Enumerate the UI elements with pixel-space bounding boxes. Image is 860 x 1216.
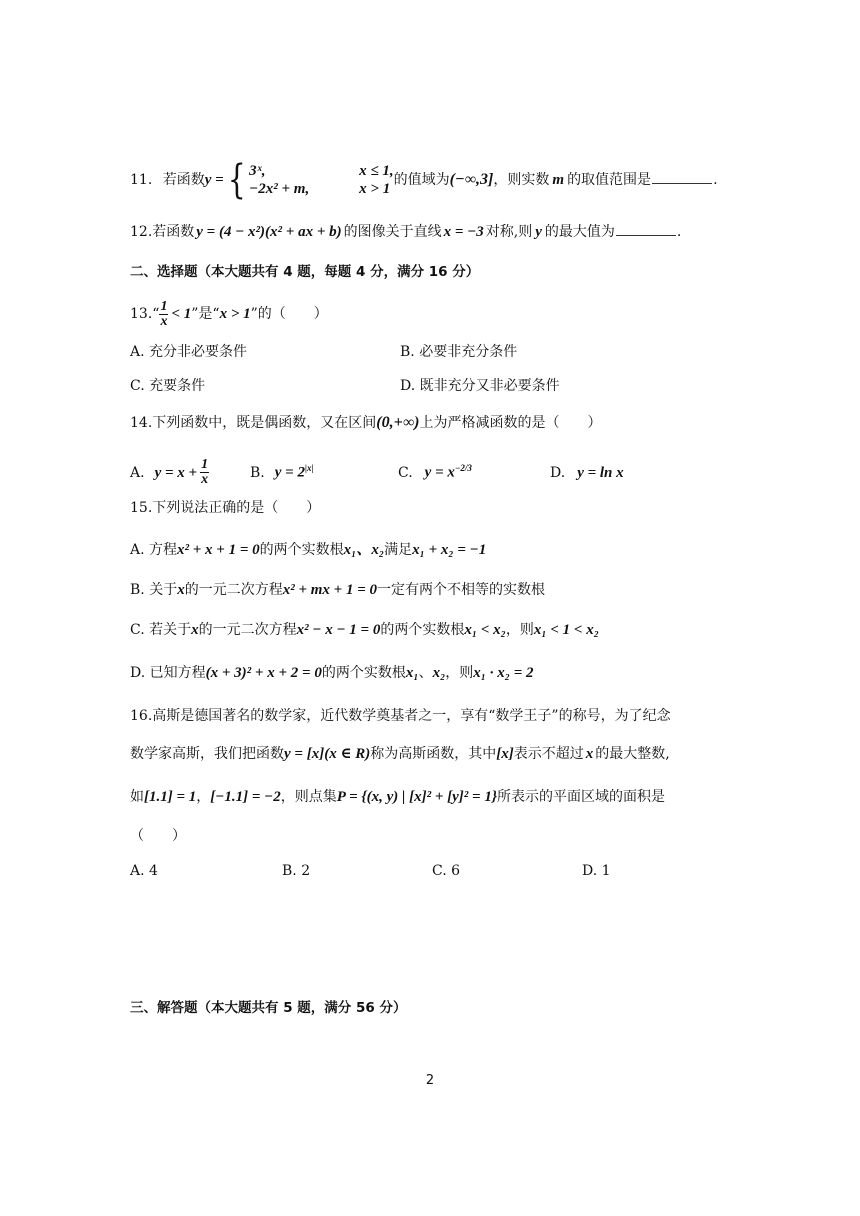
q13-fraction: $\frac{1}{x}$ [160,298,168,329]
q11-pre: 若函数 [162,172,205,188]
q11-var: m [552,172,565,188]
q12-var: y [535,224,542,240]
q14-line: 14.下列函数中，既是偶函数，又在区间(0,+∞)上为严格减函数的是（ ） [130,414,602,431]
q16-line-3: 如[1.1] = 1，[−1.1] = −2，则点集P = {(x, y) | [x]² + [y]² = 1}所表示的平面区域的面积是 [130,789,666,805]
q12-mid: 的图像关于直线 [343,224,442,240]
q11-mid: 的值域为 [393,172,450,188]
q13-option-a: A. 充分非必要条件 [130,344,248,360]
q14-option-a: A. y = x + $\frac{1}{x}$ [130,457,209,488]
q15-option-b: B. 关于x的一元二次方程x² + mx + 1 = 0一定有两个不相等的实数根 [130,582,546,598]
q11-cond1: x ≤ 1, [359,163,394,179]
q15-number: 15. [130,500,153,516]
q16-line-2: 数学家高斯，我们把函数y = [x](x ∈ R)称为高斯函数，其中[x]表示不超过 x 的最大整数, [130,746,670,762]
q16-line-4: （ ） [130,828,186,844]
q12-pre: 若函数 [152,224,195,240]
q13-number: 13. [130,306,153,322]
q11-post2: 的取值范围是 [567,172,652,188]
q11-post1: ，则实数 [493,172,550,188]
q16-line-1: 16.高斯是德国著名的数学家，近代数学奠基者之一，享有“数学王子”的称号，为了纪念 [130,708,671,724]
q13-option-b: B. 必要非充分条件 [400,344,518,360]
q14-option-d: D. y = ln x [550,464,624,481]
q13-option-c: C. 充要条件 [130,378,206,394]
q16-option-b: B. 2 [282,863,311,879]
page-number: 2 [425,1073,435,1088]
q11-case1: 3ˣ, [249,163,266,179]
q15-stem: 15.下列说法正确的是（ ） [130,500,321,516]
q16-option-c: C. 6 [432,863,461,879]
q13-ineq: < 1 [171,306,192,322]
q15-option-d: D. 已知方程(x + 3)² + x + 2 = 0的两个实数根x₁、x₂，则x₁ · x₂ = 2 [130,665,534,681]
q14-option-b: B. $y = 2^{|x|}$ [250,463,314,481]
q14-option-c: C. $y = x^{-2/3}$ [398,463,472,481]
q16-option-a: A. 4 [130,863,158,879]
q14-options [130,450,624,486]
section-3-heading: 三、解答题（本大题共有 5 题，满分 56 分） [130,1000,407,1016]
section-2-heading: 二、选择题（本大题共有 4 题，每题 4 分，满分 16 分） [130,264,480,280]
q11-piecewise [249,162,393,198]
q12-function: y = (4 − x²)(x² + ax + b) [196,224,342,240]
q11-range: (−∞,3] [449,171,494,188]
q12-line-eq: x = −3 [443,224,484,240]
q13-line: 13.“ $\frac{1}{x}$ < 1”是“x > 1”的（ ） [130,298,328,329]
q12-number: 12. [130,224,153,240]
q14-interval: (0,+∞) [376,414,420,431]
q11-cond2: x > 1 [359,181,391,197]
q12-post2: 的最大值为 [544,224,615,240]
q12-post1: 对称,则 [485,224,533,240]
q14-number: 14. [130,415,153,431]
q15-option-c: C. 若关于x的一元二次方程x² − x − 1 = 0的两个实数根x₁ < x₂，则x₁ < 1 < x₂ [130,622,599,638]
q16-option-d: D. 1 [582,863,611,879]
brace-icon: { [227,157,246,203]
q15-option-a: A. 方程x² + x + 1 = 0的两个实数根x₁、x₂满足x₁ + x₂ = −1 [130,542,487,558]
answer-blank [616,223,676,236]
q11-number: 11. [130,172,153,188]
q11-line: 11. 若函数y ={ 3ˣ, x ≤ 1, −2x² + m, x > 1 的值域为(−∞,3]，则实数 m 的取值范围是 . [130,157,718,203]
q11-case2: −2x² + m, [249,181,310,197]
q13-cond: x > 1 [219,306,251,322]
answer-blank [652,171,712,184]
q12-line: 12.若函数 y = (4 − x²)(x² + ax + b) 的图像关于直线 x = −3 对称,则 y 的最大值为 . [130,224,682,240]
q13-option-d: D. 既非充分又非必要条件 [400,378,560,394]
